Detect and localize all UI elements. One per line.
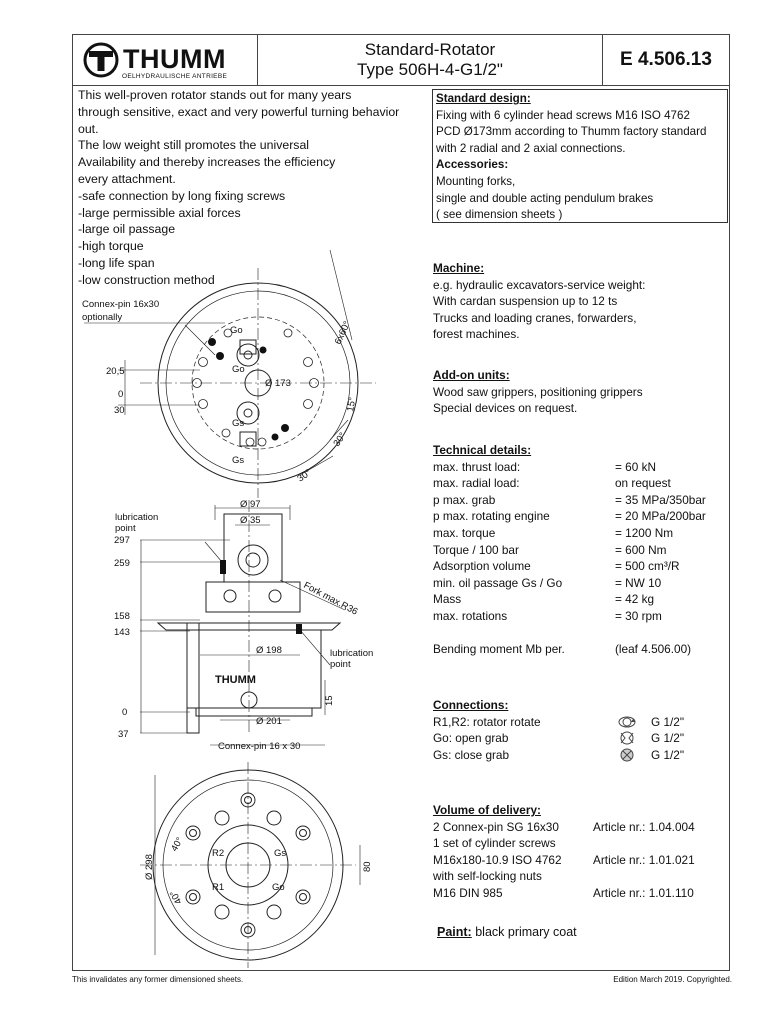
label-d298: Ø 298 <box>144 854 155 880</box>
technical-key: Adsorption volume <box>433 559 531 574</box>
footer-right: Edition March 2019. Copyrighted. <box>613 975 732 984</box>
label-dim-37: 37 <box>118 729 129 740</box>
standard-design-line: with 2 radial and 2 axial connections. <box>436 141 626 155</box>
paint-value: black primary coat <box>475 925 577 939</box>
technical-value: on request <box>615 476 671 491</box>
label-lubrication-side: lubrication <box>330 648 374 659</box>
label-gs-mid: Gs <box>232 418 245 429</box>
intro-line: every attachment. <box>78 171 176 186</box>
machine-line: With cardan suspension up to 12 ts <box>433 294 618 309</box>
technical-value: = 30 rpm <box>615 608 662 623</box>
delivery-article: Article nr.: 1.01.021 <box>593 852 695 867</box>
logo-wordmark: THUMM <box>123 44 226 74</box>
label-dim-80: 80 <box>362 861 373 872</box>
paint-label: Paint: <box>437 925 472 939</box>
label-dim-259: 259 <box>114 558 130 569</box>
label-d198: Ø 198 <box>256 645 282 656</box>
label-r2: R2 <box>212 848 225 859</box>
connection-value: G 1/2" <box>651 747 685 762</box>
label-r1: R1 <box>212 882 225 893</box>
label-gs-bottom-view: Gs <box>274 848 287 859</box>
label-connex-pin-top: Connex-pin 16x30 <box>82 299 160 310</box>
label-go-top: Go <box>230 325 243 336</box>
logo-subtitle: OELHYDRAULISCHE ANTRIEBE <box>122 73 228 80</box>
top-view-drawing <box>84 250 376 498</box>
addon-heading: Add-on units: <box>433 368 510 382</box>
delivery-item: with self-locking nuts <box>433 869 542 884</box>
footer-left: This invalidates any former dimensioned sheets. <box>72 975 244 984</box>
label-15deg: 15° <box>345 396 359 413</box>
delivery-item: M16 DIN 985 <box>433 885 503 900</box>
intro-line: -large permissible axial forces <box>78 205 241 220</box>
connection-key: R1,R2: rotator rotate <box>433 714 541 729</box>
side-view-drawing <box>140 500 345 745</box>
technical-key: min. oil passage Gs / Go <box>433 575 563 590</box>
technical-key: max. radial load: <box>433 476 520 491</box>
technical-key: Torque / 100 bar <box>433 542 519 557</box>
intro-line: -large oil passage <box>78 222 176 237</box>
technical-value: = 35 MPa/350bar <box>615 492 706 507</box>
label-dim-158: 158 <box>114 611 130 622</box>
connection-key: Gs: close grab <box>433 747 510 762</box>
technical-value: = 600 Nm <box>615 542 667 557</box>
intro-line: -safe connection by long fixing screws <box>78 188 286 203</box>
intro-line: out. <box>78 121 99 136</box>
connection-value: G 1/2" <box>651 714 685 729</box>
label-40deg-b: 40° <box>167 888 185 906</box>
technical-heading: Technical details: <box>433 443 532 457</box>
technical-key: p max. rotating engine <box>433 509 550 524</box>
delivery-item: 2 Connex-pin SG 16x30 <box>433 819 559 834</box>
standard-design-line: Fixing with 6 cylinder head screws M16 ISO 4762 <box>436 108 690 122</box>
technical-value: = 20 MPa/200bar <box>615 509 706 524</box>
delivery-heading: Volume of delivery: <box>433 803 541 817</box>
technical-key: max. rotations <box>433 608 508 623</box>
intro-line: -high torque <box>78 239 144 254</box>
label-40deg-a: 40° <box>169 835 186 854</box>
label-30deg-a: 30° <box>331 430 349 449</box>
delivery-item: 1 set of cylinder screws <box>433 836 556 851</box>
connections-heading: Connections: <box>433 698 509 712</box>
addon-line: Special devices on request. <box>433 401 578 416</box>
technical-key: max. torque <box>433 525 496 540</box>
label-lubrication-top: lubrication <box>115 512 159 523</box>
rotator-body-logo: THUMM <box>215 674 256 686</box>
label-connex-pin-side: Connex-pin 16 x 30 <box>218 741 301 752</box>
technical-key: p max. grab <box>433 492 496 507</box>
document-number: E 4.506.13 <box>620 49 712 70</box>
intro-line: Availability and thereby increases the efficiency <box>78 155 336 170</box>
intro-line: The low weight still promotes the universal <box>78 138 310 153</box>
technical-key: max. thrust load: <box>433 459 521 474</box>
label-dim-15: 15 <box>324 695 335 706</box>
machine-line: Trucks and loading cranes, forwarders, <box>433 310 637 325</box>
label-optionally: optionally <box>82 312 123 323</box>
label-go-bottom-view: Go <box>272 882 285 893</box>
label-dim-0-side: 0 <box>122 707 128 718</box>
machine-heading: Machine: <box>433 261 485 275</box>
technical-value: = 42 kg <box>615 592 655 607</box>
label-dim-30: 30 <box>114 405 125 416</box>
intro-line: -long life span <box>78 255 155 270</box>
bending-label: Bending moment Mb per. <box>433 642 565 657</box>
intro-line: through sensitive, exact and very powerful turning behavior <box>78 104 400 119</box>
delivery-article: Article nr.: 1.01.110 <box>593 885 694 900</box>
label-go-mid: Go <box>232 364 245 375</box>
intro-line: -low construction method <box>78 272 215 287</box>
accessories-heading: Accessories: <box>436 158 509 172</box>
accessories-line: Mounting forks, <box>436 174 516 188</box>
label-30deg-b: 30° <box>295 467 314 485</box>
label-dim-20-5: 20,5 <box>106 366 125 377</box>
label-d35: Ø 35 <box>240 515 261 526</box>
technical-value: = 60 kN <box>615 459 656 474</box>
label-d173: Ø 173 <box>265 378 291 389</box>
standard-design-heading: Standard design: <box>436 92 531 105</box>
technical-value: = NW 10 <box>615 575 662 590</box>
label-gs-bottom: Gs <box>232 455 245 466</box>
bottom-view-drawing <box>140 762 360 968</box>
connection-value: G 1/2" <box>651 731 685 746</box>
delivery-article: Article nr.: 1.04.004 <box>593 819 695 834</box>
label-6x60: 6x60° <box>332 319 354 347</box>
title-line-2: Type 506H-4-G1/2" <box>357 60 503 79</box>
addon-line: Wood saw grippers, positioning grippers <box>433 384 643 399</box>
standard-design-line: PCD Ø173mm according to Thumm factory standard <box>436 125 707 139</box>
machine-line: e.g. hydraulic excavators-service weight: <box>433 277 646 292</box>
technical-value: = 1200 Nm <box>615 525 674 540</box>
bending-value: (leaf 4.506.00) <box>615 642 692 657</box>
label-d201: Ø 201 <box>256 716 282 727</box>
intro-line: This well-proven rotator stands out for many years <box>78 88 352 102</box>
delivery-item: M16x180-10.9 ISO 4762 <box>433 852 562 867</box>
label-d97: Ø 97 <box>240 499 261 510</box>
accessories-line: single and double acting pendulum brakes <box>436 191 654 205</box>
label-lubrication-side-2: point <box>330 659 351 670</box>
accessories-line: ( see dimension sheets ) <box>436 208 563 222</box>
label-lubrication-top-2: point <box>115 523 136 534</box>
label-fork-max: Fork max.R36 <box>301 579 360 618</box>
title-line-1: Standard-Rotator <box>364 40 496 59</box>
technical-value: = 500 cm³/R <box>615 559 680 574</box>
technical-key: Mass <box>433 592 462 607</box>
label-dim-297: 297 <box>114 535 130 546</box>
connection-key: Go: open grab <box>433 731 509 746</box>
label-dim-143: 143 <box>114 627 130 638</box>
label-dim-0-top: 0 <box>118 389 124 400</box>
machine-line: forest machines. <box>433 327 520 342</box>
